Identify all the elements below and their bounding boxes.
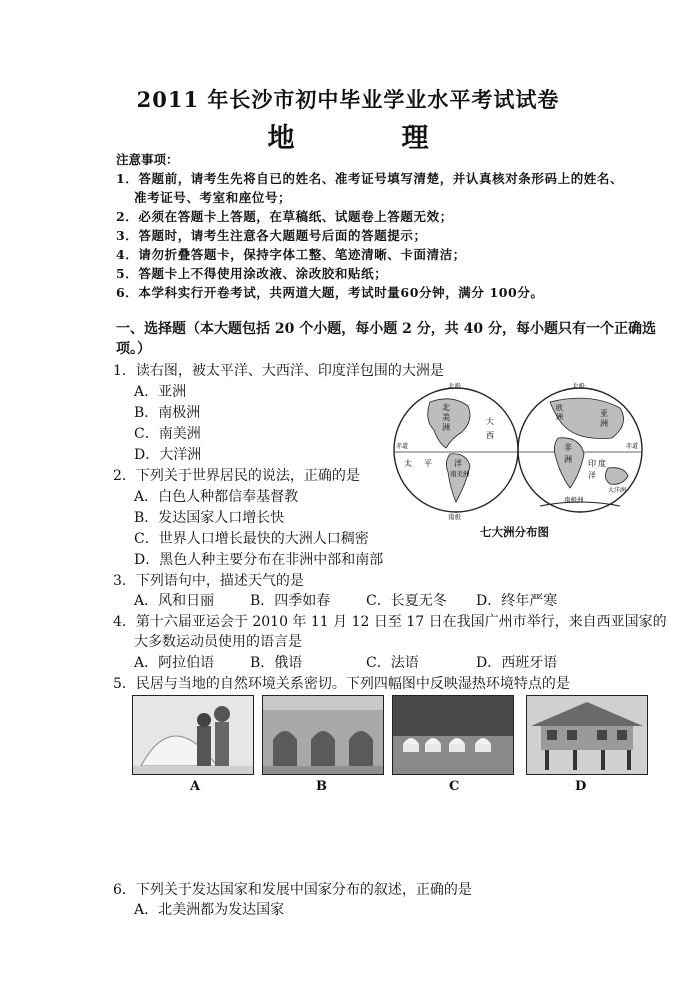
map-label-south-pole: 南极 <box>448 513 461 520</box>
question-2-stem: 2．下列关于世界居民的说法，正确的是 <box>113 468 360 484</box>
photo-label: D <box>575 779 587 794</box>
map-label: 洋 <box>588 471 596 480</box>
question-4-option: D．西班牙语 <box>476 655 558 671</box>
photo-cave-dwelling <box>262 695 384 775</box>
question-3-options <box>0 590 696 610</box>
question-1-option: B．南极洲 <box>134 405 201 421</box>
note-item: 1．答题前，请考生先将自已的姓名、准考证号填写清楚，并认真核对条形码上的姓名、 <box>116 171 624 186</box>
map-label: 洋 <box>454 459 462 468</box>
continents-map <box>390 380 648 520</box>
map-caption: 七大洲分布图 <box>480 525 549 539</box>
question-3-option: B．四季如春 <box>250 593 331 609</box>
map-label: 赤道 <box>626 443 639 450</box>
note-item: 准考证号、考室和座位号； <box>134 190 292 205</box>
map-label: 非 <box>564 443 572 452</box>
map-label: 太 <box>404 459 412 468</box>
photo-stilt-house <box>526 695 648 775</box>
map-label: 西 <box>486 431 494 440</box>
question-5-stem: 5．民居与当地的自然环境关系密切。下列四幅图中反映湿热环境特点的是 <box>113 676 570 692</box>
note-item: 6．本学科实行开卷考试，共两道大题，考试时量60分钟，满分 100分。 <box>116 285 544 300</box>
question-2-option: B．发达国家人口增长快 <box>134 510 285 526</box>
note-item: 3．答题时，请考生注意各大题题号后面的答题提示； <box>116 228 427 243</box>
question-3-option: D．终年严寒 <box>476 593 558 609</box>
question-2-option: A．白色人种都信奉基督教 <box>134 489 299 505</box>
question-3-option: A．风和日丽 <box>134 593 215 609</box>
map-label: 洲 <box>564 455 572 464</box>
question-3-stem: 3．下列语句中，描述天气的是 <box>113 573 304 589</box>
question-1-stem: 1．读右图，被太平洋、大西洋、印度洋包围的大洲是 <box>113 363 444 379</box>
map-label: 亚 <box>600 409 608 418</box>
question-2-option: D．黑色人种主要分布在非洲中部和南部 <box>134 552 384 568</box>
question-6-option: A．北美洲都为发达国家 <box>134 902 285 918</box>
question-6-stem: 6．下列关于发达国家和发展中国家分布的叙述，正确的是 <box>113 882 472 898</box>
note-item: 2．必须在答题卡上答题，在草稿纸、试题卷上答题无效； <box>116 209 453 224</box>
photo-label: C <box>449 779 460 794</box>
map-label: 欧 <box>556 404 563 412</box>
map-label: 平 <box>424 459 432 468</box>
question-4-option: B．俄语 <box>250 655 303 671</box>
question-4-options <box>0 652 696 672</box>
map-label-north-pole: 北极 <box>572 382 585 390</box>
photo-igloo <box>132 695 254 775</box>
map-label: 洲 <box>442 423 450 432</box>
question-4-stem-cont: 大多数运动员使用的语言是 <box>134 634 302 650</box>
question-4-stem: 4．第十六届亚运会于 2010 年 11 月 12 日至 17 日在我国广州市举行，来自西亚国家的 <box>113 614 667 630</box>
map-label: 洲 <box>556 413 563 421</box>
exam-title: 2011 年长沙市初中毕业学业水平考试试卷 <box>136 87 560 112</box>
question-1-option: A．亚洲 <box>134 384 187 400</box>
map-label-north-pole: 北极 <box>448 382 461 390</box>
map-label: 美 <box>442 413 450 422</box>
map-label: 南极洲 <box>564 496 584 504</box>
photo-yurts <box>392 695 514 775</box>
photo-label: A <box>190 779 201 794</box>
map-label: 南美洲 <box>450 470 470 478</box>
photo-label: B <box>316 779 327 794</box>
note-item: 4．请勿折叠答题卡，保持字体工整、笔迹清晰、卡面清洁； <box>116 247 466 262</box>
map-label: 洲 <box>600 419 608 428</box>
question-4-option: A．阿拉伯语 <box>134 655 215 671</box>
question-1-option: D．大洋洲 <box>134 447 202 463</box>
section-heading-cont: 项。） <box>116 341 151 357</box>
note-item: 5．答题卡上不得使用涂改液、涂改胶和贴纸； <box>116 266 388 281</box>
question-4-option: C．法语 <box>366 655 419 671</box>
map-label: 印 <box>588 459 596 468</box>
map-label: 大洋洲 <box>608 487 627 494</box>
question-3-option: C．长夏无冬 <box>366 593 447 609</box>
map-label: 度 <box>598 459 606 468</box>
question-1-option: C．南美洲 <box>134 426 201 442</box>
section-heading: 一、选择题（本大题包括 20 个小题，每小题 2 分，共 40 分，每小题只有一个正确选 <box>116 321 656 337</box>
question-2-option: C．世界人口增长最快的大洲人口稠密 <box>134 531 369 547</box>
subject-title: 地 理 <box>267 123 469 154</box>
notes-heading: 注意事项： <box>116 152 179 167</box>
map-label: 大 <box>486 417 494 426</box>
map-label: 北 <box>442 403 450 412</box>
map-label: 赤道 <box>396 443 409 450</box>
